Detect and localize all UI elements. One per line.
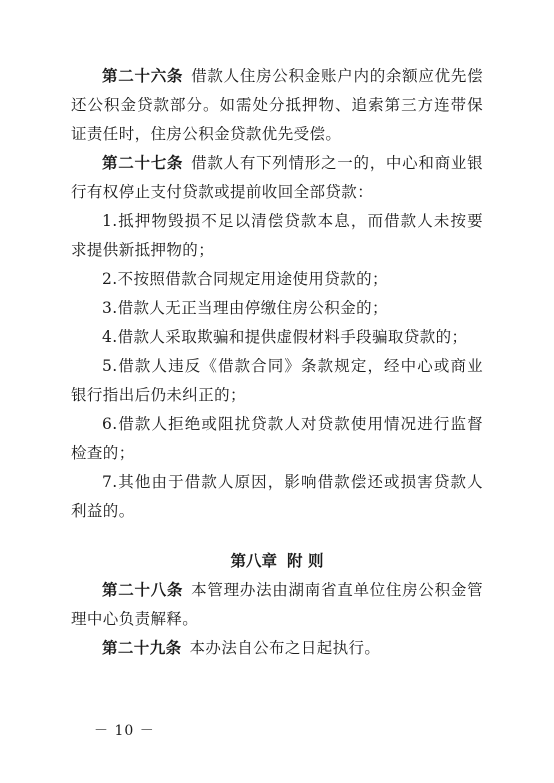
list-item-4: 4.借款人采取欺骗和提供虚假材料手段骗取贷款的；: [102, 328, 468, 346]
page-number: － 10 －: [94, 723, 155, 739]
article-heading: 第二十六条: [102, 67, 184, 85]
article-text: 本办法自公布之日起执行。: [189, 639, 381, 657]
article-text: 本管理办法由湖南省直单位住房公积金管理中心负责解释。: [71, 581, 483, 628]
list-item-6: 6.借款人拒绝或阻扰贷款人对贷款使用情况进行监督检查的；: [71, 415, 483, 462]
chapter-title: 附 则: [287, 552, 324, 570]
list-item-7: 7.其他由于借款人原因，影响借款偿还或损害贷款人利益的。: [71, 473, 483, 520]
article-29: [71, 634, 483, 663]
article-26: [71, 62, 483, 149]
article-heading: 第二十九条: [102, 639, 182, 657]
article-27: [71, 149, 483, 207]
document-body: [71, 62, 483, 663]
article-heading: 第二十七条: [102, 154, 184, 172]
list-item-1: 1.抵押物毁损不足以清偿贷款本息，而借款人未按要求提供新抵押物的；: [71, 212, 483, 259]
article-28: [71, 576, 483, 634]
list-item-2: 2.不按照借款合同规定用途使用贷款的；: [102, 270, 388, 288]
article-text: 借款人有下列情形之一的，中心和商业银行有权停止支付贷款或提前收回全部贷款：: [71, 154, 483, 201]
article-text: 借款人住房公积金账户内的余额应优先偿还公积金贷款部分。如需处分抵押物、追索第三方连带保证责任时，住房公积金贷款优先受偿。: [71, 67, 483, 143]
chapter-heading: [71, 547, 483, 576]
list-item-3: 3.借款人无正当理由停缴住房公积金的；: [102, 299, 388, 317]
article-heading: 第二十八条: [102, 581, 184, 599]
chapter-number: 第八章: [230, 552, 278, 570]
list-item-5: 5.借款人违反《借款合同》条款规定，经中心或商业银行指出后仍未纠正的；: [71, 357, 483, 404]
